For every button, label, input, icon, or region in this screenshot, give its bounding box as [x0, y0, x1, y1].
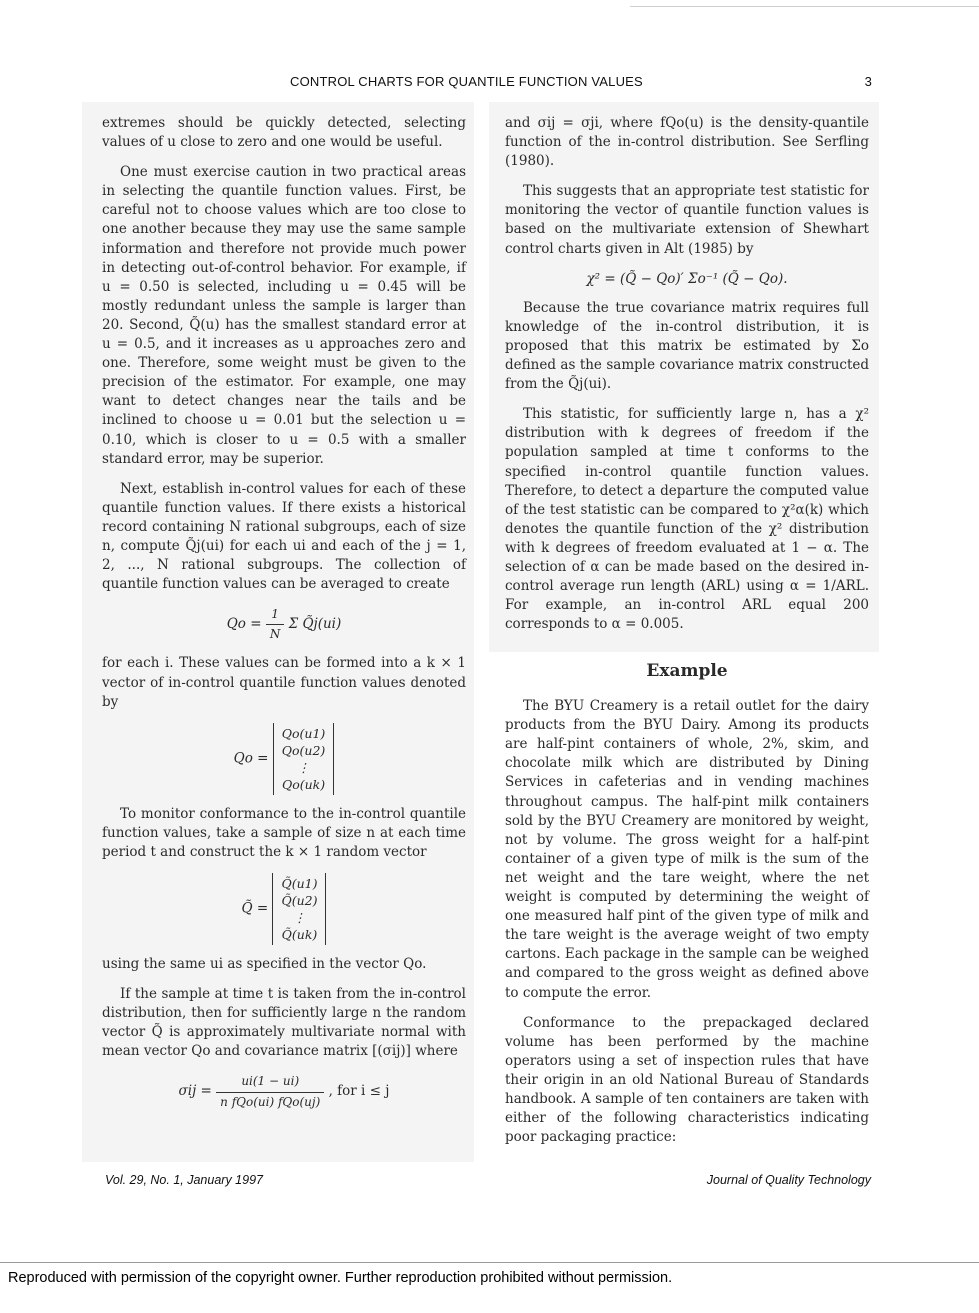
page-footer — [105, 1173, 871, 1187]
eq3-entry: Q̃(u2) — [281, 893, 318, 908]
eq4-fraction — [216, 1072, 324, 1111]
eq4-denominator: n fQo(ui) fQo(uj) — [220, 1094, 321, 1109]
left-paragraph-1: extremes should be quickly detected, selecting values of u close to zero and one would be useful. — [102, 115, 466, 151]
left-paragraph-4: for each i. These values can be formed into a k × 1 vector of in-control quantile function values denoted by — [102, 655, 466, 710]
left-paragraph-5: To monitor conformance to the in-control quantile function values, take a sample of size n at each time period t and construct the k × 1 random vector — [102, 805, 466, 860]
eq3-entry: ⋮ — [293, 910, 306, 925]
top-rule — [630, 6, 979, 7]
footer-journal: Journal of Quality Technology — [706, 1173, 871, 1187]
eq2-entry: ⋮ — [297, 759, 310, 775]
left-paragraph-7: If the sample at time t is taken from the in-control distribution, then for sufficiently large n the random vector Q̃ is approximately multivariate normal with mean vector Qo and covariance matrix [(σij)] where — [102, 986, 466, 1060]
eq2-entry: Qo(u1) — [281, 725, 326, 741]
eq4-condition: , for i ≤ j — [328, 1083, 390, 1100]
left-paragraph-3: Next, establish in-control values for each of these quantile function values. If there exists a historical record containing N rational subgroups, each of size n, compute Q̃j(ui) for each ui and each of the j = 1, 2, ..., N rational subgroups. The collection of quantile function values can be averaged to create — [102, 480, 466, 593]
footer-volume: Vol. 29, No. 1, January 1997 — [105, 1173, 263, 1187]
left-paragraph-2: One must exercise caution in two practical areas in selecting the quantile function values. First, be careful not to choose values which are too close to one another because they may use the same sample information and therefore not provide much power in detecting out-of-control behavior. For example, if u = 0.50 is selected, including u = 0.45 will be mostly redundant unless the sample is larger than 20. Second, Q̃(u) has the smallest standard error at u = 0.5, and it increases as u approaches zero and one. Therefore, some weight must be given to the precision of the estimator. For example, one may want to detect changes near the tails and be inclined to choose u = 0.01 but the selection u = 0.10, which is closer to u = 0.5 with a smaller standard error, may be superior. — [102, 164, 466, 467]
eq3-entry: Q̃(uk) — [281, 927, 318, 942]
eq3-lhs: Q̃ = — [241, 900, 269, 917]
eq2-vector — [273, 723, 335, 795]
eq1-lhs: Qo = — [226, 616, 262, 633]
right-paragraph-5: The BYU Creamery is a retail outlet for the dairy products from the BYU Dairy. Among its products are half-pint containers of whole, 2%, skim, and chocolate milk which are distributed by Dining Services in cafeterias and in vending machines throughout campus. The half-pint milk containers sold by the BYU Creamery are monitored by weight, not by volume. The gross weight for a half-pint container of a given type of milk is the sum of the net weight and the tare weight, where the net weight is computed by determining the weight of one measured half pint of the given type of milk and the tare weight is the average weight of two empty cartons. Each package in the sample can be weighed and compared to the gross weight as defined above to compute the error. — [505, 698, 869, 1001]
eq2-lhs: Qo = — [233, 750, 269, 767]
page-number: 3 — [864, 74, 872, 89]
right-paragraph-3: Because the true covariance matrix requires full knowledge of the in-control distribution, it is proposed that this matrix be estimated by Σo defined as the sample covariance matrix constructed from the Q̃j(ui). — [505, 299, 869, 393]
right-column-top — [489, 102, 879, 652]
right-paragraph-6: Conformance to the prepackaged declared volume has been performed by the machine operators using a set of inspection rules that have their origin in an old National Bureau of Standards handbook. A sample of ten containers are taken with either of the following characteristics indicating poor packaging practice: — [505, 1014, 869, 1146]
right-paragraph-2: This suggests that an appropriate test statistic for monitoring the vector of quantile function values is based on the multivariate extension of Shewhart control charts given in Alt (1985) by — [505, 183, 869, 257]
eq4-lhs: σij = — [178, 1083, 212, 1100]
right-paragraph-1: and σij = σji, where fQo(u) is the density-quantile function of the in-control distribution. See Serfling (1980). — [505, 115, 869, 170]
right-paragraph-4: This statistic, for sufficiently large n, has a χ² distribution with k degrees of freedom if the population sampled at time t conforms to the specified in-control quantile function values. Therefore, to detect a departure the computed value of the test statistic can be compared to χ²α(k) which denotes the quantile function of the χ² distribution with k degrees of freedom evaluated at 1 − α. The selection of α can be made based on the desired in-control average run length (ARL) using α = 1/ARL. For example, an in-control ARL equal 200 corresponds to α = 0.005. — [505, 406, 869, 633]
equation-random-vector — [102, 873, 466, 945]
left-column — [82, 102, 474, 1162]
eq4-numerator: ui(1 − ui) — [216, 1072, 324, 1092]
eq3-vector — [272, 873, 326, 945]
eq2-entry: Qo(u2) — [281, 742, 326, 758]
equation-chi-square: χ² = (Q̃ − Qo)′ Σo⁻¹ (Q̃ − Qo). — [586, 270, 788, 287]
permission-notice: Reproduced with permission of the copyright owner. Further reproduction prohibited without permission. — [8, 1270, 673, 1286]
right-column-bottom — [489, 658, 879, 1162]
eq3-entry: Q̃(u1) — [281, 876, 318, 891]
eq1-sum: Σ Q̃j(ui) — [288, 616, 342, 633]
equation-covariance — [102, 1072, 466, 1111]
eq1-denominator: N — [269, 627, 281, 642]
left-paragraph-6: using the same ui as specified in the vector Qo. — [102, 956, 427, 972]
equation-in-control-vector — [102, 723, 466, 795]
running-head-title: CONTROL CHARTS FOR QUANTILE FUNCTION VALUES — [290, 74, 643, 89]
eq2-entry: Qo(uk) — [281, 776, 326, 792]
section-title-example: Example — [646, 661, 728, 681]
eq1-fraction — [266, 605, 285, 644]
eq1-numerator: 1 — [266, 605, 285, 625]
equation-in-control-mean — [102, 605, 466, 644]
bottom-rule — [0, 1262, 979, 1263]
